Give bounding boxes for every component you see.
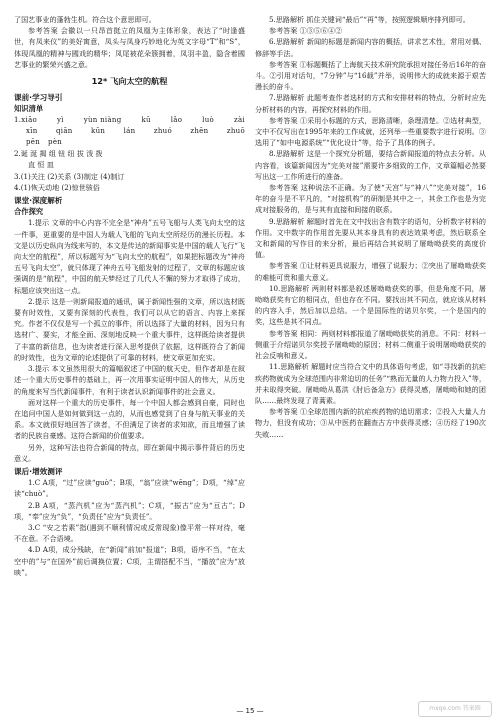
pinyin: zhuō xyxy=(226,126,245,135)
answer-9: 参考答案 ①让材料更具说服力，增强了说服力；②突出了屠呦呦获奖的难能可贵和重大意义。 xyxy=(255,261,486,282)
left-column xyxy=(14,14,245,708)
exercise-item-3: 3.(1)关注 (2)关系 (3)制定 (4)制订 xyxy=(14,171,125,181)
review-answer-2: 2.B A项，“蒸汽机”应为“蒸汽机”；C项，“振古”应为“亘古”；D项，“奉”应为“负”，“负责任”应为“负责任”。 xyxy=(14,500,245,521)
pinyin: lán xyxy=(123,126,136,135)
analysis-8: 8.思路解析 这是一个探究分析题，要结合新闻报道的特点去分析。从内容看，该篇新闻因为“完美对接”需要许多细致的工作，文章篇幅必然要写出这一工作所进行的准备。 xyxy=(255,149,486,181)
exercise-item-2: 2.诞 涎 揭 组 钮 纽 拔 泼 拨 xyxy=(14,149,103,159)
pinyin: zài xyxy=(233,115,245,124)
analysis-9: 9.思路解析 解题时首先在文中找出含有数字的语句，分析数字材料的作用。文中数字的作用首先要从其本身具有的表达效果考虑，然后联系全文和新闻的写作目的来分析，最后再结合其说明了屠呦呦获奖的高度价值。 xyxy=(255,216,486,260)
analysis-5: 5.思路解析 抓住关键词“最后”“再”等，按照逻辑顺序排列即可。 xyxy=(269,15,470,24)
pinyin: qiān xyxy=(56,126,73,135)
analysis-10: 10.思路解析 两则材料都是叙述屠呦呦获奖的事，但是角度不同，屠呦呦获奖有它的相同点，但也存在不同。要找出其不同点，就应该从材料的内容入手，然后加以总结。一个是国际性的诺贝尔奖，一个是国内的奖，这些是其不同点。 xyxy=(255,283,486,327)
pinyin: lǎo xyxy=(170,115,183,124)
pinyin: kū xyxy=(141,115,151,124)
analysis-11: 11.思路解析 解题时应当符合文中的具体语句考虑，如“寻找新的抗疟疾药物就成为全球范围内非常迫切的任务”“熟而无量的人力物力投入”等，并未取得突破。屠呦呦从葛洪《肘后备急方》获得灵感，屠呦呦和她的团队……最终发现了青蒿素。 xyxy=(255,362,486,405)
answer-5: 参考答案 ①③⑤⑥④② xyxy=(269,26,343,36)
pinyin-row-1 xyxy=(14,115,245,126)
subheading-cooperative-inquiry: 合作探究 xyxy=(14,207,44,217)
subheading-knowledge-list: 知识清单 xyxy=(14,104,44,114)
page-number: — 15 — xyxy=(236,707,264,715)
two-column-body xyxy=(14,14,486,708)
pinyin: zhēn xyxy=(190,126,209,135)
pinyin: yùn niàng xyxy=(83,115,122,124)
answer-paragraph: 参考答案 会徽以一只昂首挺立的凤凰为主体形象，表达了“时逢盛世，有凤来仪”的美好寓意，凤头与凤身巧妙地化为英文字母“T”和“S”，体现凤凰的精神与國戏的精华；凤尾被花朵簇拥着，凤羽丰盈，隐含着國艺事业的繁荣兴盛之意。 xyxy=(14,26,245,69)
pinyin: pēn xyxy=(26,138,41,147)
answer-11: 参考答案 ①全球范围内新的抗疟疾药物的追切需求；②投入大量人力物力，但没有成功；③从中医药在翻查古方中获得灵感；④历经了190次失败…… xyxy=(255,407,486,439)
pinyin: zhuó xyxy=(153,126,172,135)
answer-10: 参考答案 相同：两则材料都报道了屠呦呦获奖的消息。不同：材料一侧重于介绍诺贝尔奖授予屠呦呦的原因；材料二侧重于说明屠呦呦获奖的社会反响和意义。 xyxy=(255,328,486,361)
answer-8: 参考答案 这种说法不正确。为了使“天宫”与“神八”“完美对接”，16年的奋斗是不平凡的，“对接机构”的研制是其中之一，其余工作也是为完成对接服务的，是与其有直接和间接的联系。 xyxy=(255,183,486,215)
review-answer-3: 3.C “安之若素”指(遇到不顺利情况或反常现象)像平常一样对待，毫不在意。不合语境。 xyxy=(14,522,245,544)
analysis-6: 6.思路解析 新闻的标题是新闻内容的概括，讲求艺术性，常用对偶、修辞等手法。 xyxy=(255,37,486,58)
hint-paragraph-1: 1.提示 文章的中心内容不完全是“神舟”五号飞船与人类飞向太空的这一件事，更重要的是中国人为载人飞船的飞向太空所经历的漫长历程。本文是以历史纵向为线来写的，本文是传达的新闻事实是中国的载人飞行“飞向太空的航程”，所以标题写为“飞向太空的航程”，如果把标题改为“神舟五号飞向太空”，就只体现了神舟五号飞船发射的过程了，文章的标题应该强调的是“航程”，中国的航天梦经过了几代人不懈的努力才取得了成功，标题应该突出这一点。 xyxy=(14,218,245,295)
answer-7: 参考答案 ①采用小标题的方式，思路清晰，条理清楚。②选材典型，文中不仅写出在1995年来的工作成就，还列举一些重要数字进行说明。③选用了“如中电源系统”“优化设计”等，给予了具体的例子。 xyxy=(255,115,486,148)
pinyin: luò xyxy=(202,115,215,124)
review-answer-1: 1.C A项，“过”应读“guò”；B项，“翁”应读“wēng”；D项，“绰”应读“chuò”。 xyxy=(14,478,245,499)
hint-paragraph-3: 3.提示 本文虽然用很大的篇幅叙述了中国的航天史，但作者却是在叙述一个重大历史事件的基础上，再一次用事实证明中国人的伟大，从历史的角度来写当代新闻事件，有利于读者认识新闻事件的社会意义。 xyxy=(14,364,245,396)
section-heading-preclass: 课前·学习导引 xyxy=(14,93,63,103)
answer-6: 参考答案 ①标题概括了上海航天技术研究院承担对接任务后16年的奋斗。②引用对话句，“7分钟”与“16载”并举，说明伟大的成就来源于艰苦漫长的奋斗。 xyxy=(255,59,486,92)
section-heading-inclass: 课堂·深度解析 xyxy=(14,196,63,206)
section-heading-postclass: 课后·增效测评 xyxy=(14,466,63,476)
watermark-logo: mxqe.com 答案圈 xyxy=(418,701,492,717)
pinyin: 1.xiāo xyxy=(14,115,38,124)
pinyin-row-3 xyxy=(14,137,245,148)
exercise-item-4: 4.(1)恢天动地 (2)惊世骇俗 xyxy=(14,182,100,192)
pinyin: yì xyxy=(56,115,64,124)
pinyin: xīn xyxy=(26,126,38,135)
lesson-title: 12* 飞向太空的航程 xyxy=(91,76,168,87)
continued-text: 了国艺事业的蓬勃生机。符合这个意思即可。 xyxy=(14,15,156,24)
hint-paragraph-4: 面对这样一个重大的历史事件，每一个中国人都会感到自豪，同时也在追问中国人是如何做到这一点的，从而也感觉到了自身与航天事业的关系。本文就很好地回答了读者，不但满足了读者的求知欲，而且增强了读者的民族自豪感。这符合新闻的价值要求。 xyxy=(14,397,245,441)
pinyin: kūn xyxy=(91,126,106,135)
pinyin: pèn xyxy=(48,138,63,147)
hint-paragraph-2: 2.提示 这是一则新闻报道的通讯，属于新闻性强的文章，所以选材既要有时效性，又要有深刻的代表性，我们可以从它的语言、内容上来探究。作者不仅仅是写一个孤立的事件，所以选择了大量的材料，因为只有选材广、要实，才能全面、深刻地反映一个重大事件，这样既给读者提供了丰富的新信息，也为读者进行深入思考提供了依据，这样既符合了新闻的时效性，也为文章的论述提供了可靠的材料，使文章更加充实。 xyxy=(14,296,245,362)
pinyin-row-2 xyxy=(14,126,245,137)
analysis-7: 7.思路解析 此题考查作者选材的方式和安排材料的特点，分析时应先分析材料的内容，再探究材料的作用。 xyxy=(255,93,486,114)
review-answer-4: 4.D A项，成分残缺，在“新闻”前加“报道”；B项，语序不当，“在太空中的”与“在国外”前后调换位置；C项，主谓搭配不当，“播放”应为“放映”。 xyxy=(14,545,245,577)
hint-paragraph-5: 另外，这种写法也符合新闻的特点，即在新闻中揭示事件背后的历史意义。 xyxy=(14,442,245,463)
right-column xyxy=(255,14,486,708)
exercise-item-2-cont: 直 恒 皿 xyxy=(28,160,54,170)
